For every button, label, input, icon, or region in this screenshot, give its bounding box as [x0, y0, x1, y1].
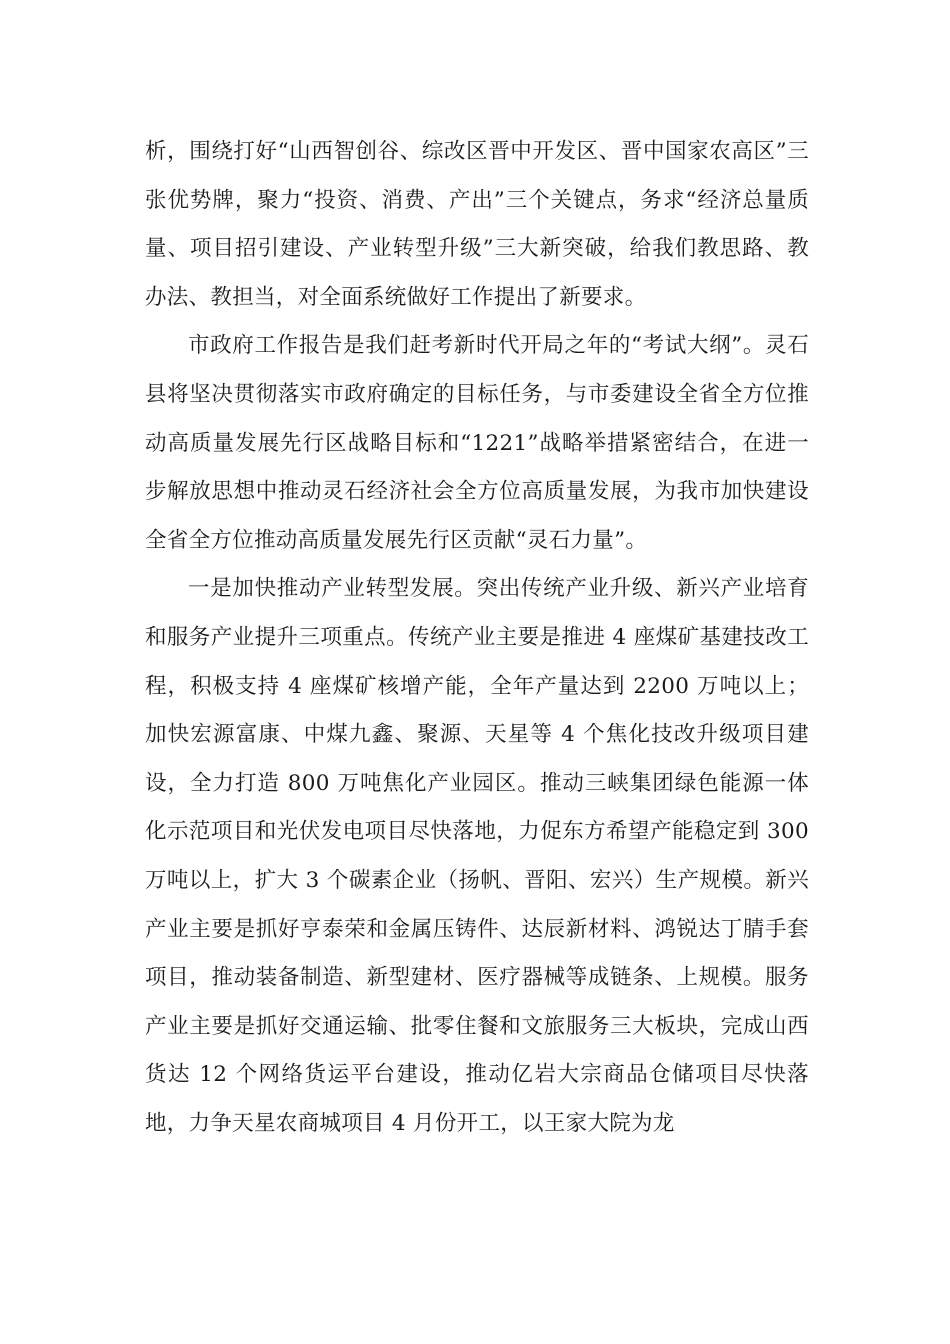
paragraph-3: 一是加快推动产业转型发展。突出传统产业升级、新兴产业培育和服务产业提升三项重点。传统产业主要是推进 4 座煤矿基建技改工程，积极支持 4 座煤矿核增产能，全年产量达到 2200 万吨以上；加快宏源富康、中煤九鑫、聚源、天星等 4 个焦化技改升级项目建设，全力打造 800 万吨焦化产业园区。推动三峡集团绿色能源一体化示范项目和光伏发电项目尽快落地，力促东方希望产能稳定到 300 万吨以上，扩大 3 个碳素企业（扬帆、晋阳、宏兴）生产规模。新兴产业主要是抓好亨泰荣和金属压铸件、达辰新材料、鸿锐达丁腈手套项目，推动装备制造、新型建材、医疗器械等成链条、上规模。服务产业主要是抓好交通运输、批零住餐和文旅服务三大板块，完成山西货达 12 个网络货运平台建设，推动亿岩大宗商品仓储项目尽快落地，力争天星农商城项目 4 月份开工，以王家大院为龙 [145, 576, 809, 1136]
paragraph-2: 市政府工作报告是我们赶考新时代开局之年的“考试大纲”。灵石县将坚决贯彻落实市政府确定的目标任务，与市委建设全省全方位推动高质量发展先行区战略目标和“1221”战略举措紧密结合，在进一步解放思想中推动灵石经济社会全方位高质量发展，为我市加快建设全省全方位推动高质量发展先行区贡献“灵石力量”。 [145, 333, 809, 553]
document-body [145, 128, 809, 1148]
paragraph-1: 析，围绕打好“山西智创谷、综改区晋中开发区、晋中国家农高区”三张优势牌，聚力“投资、消费、产出”三个关键点，务求“经济总量质量、项目招引建设、产业转型升级”三大新突破，给我们教思路、教办法、教担当，对全面系统做好工作提出了新要求。 [145, 139, 809, 310]
